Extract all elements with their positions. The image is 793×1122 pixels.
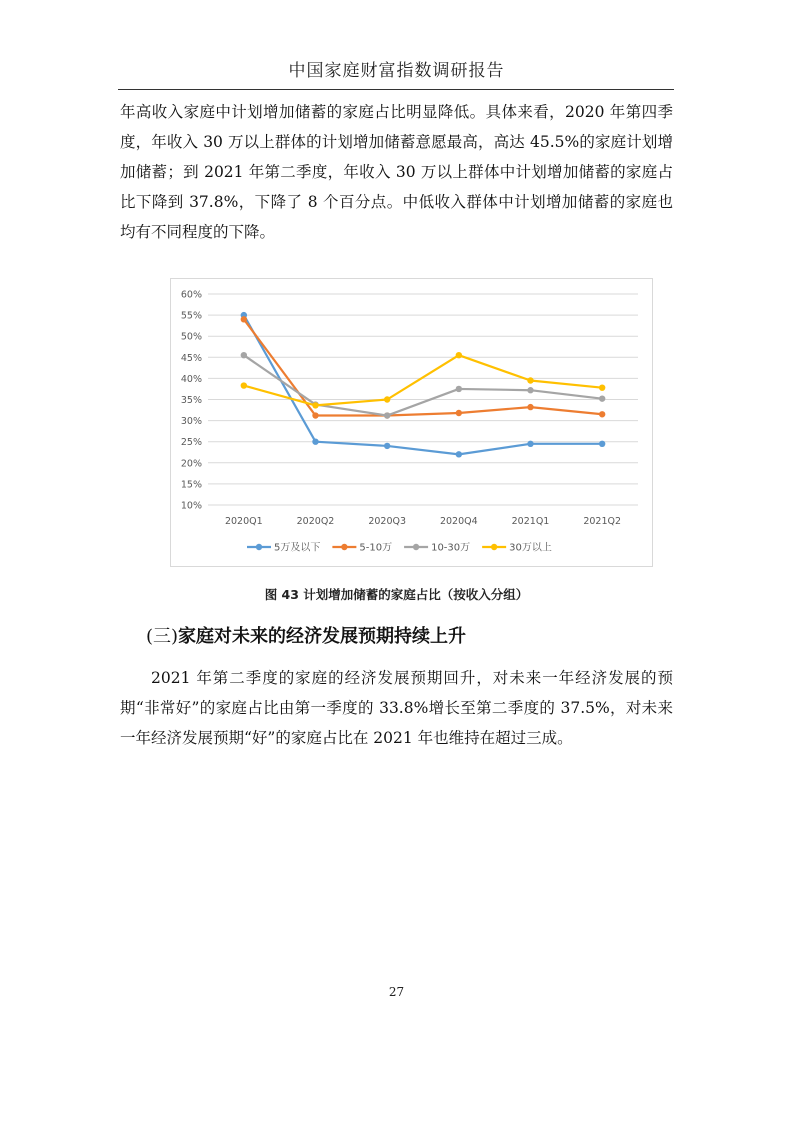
legend-label: 5-10万 (359, 542, 393, 554)
y-tick-label: 15% (180, 479, 202, 491)
series-lines (241, 312, 606, 458)
data-point (241, 316, 247, 322)
legend-entry (247, 542, 320, 554)
data-point (599, 384, 605, 390)
running-header: 中国家庭财富指数调研报告 (288, 61, 505, 81)
y-tick-label: 45% (180, 352, 202, 364)
gridlines (208, 294, 638, 505)
legend-swatch-marker (256, 544, 262, 550)
data-point (241, 352, 247, 358)
line-chart (170, 278, 653, 567)
x-tick-label: 2020Q2 (296, 516, 335, 527)
x-tick-label: 2021Q1 (511, 516, 550, 527)
series-line (244, 355, 602, 405)
legend-swatch-marker (413, 544, 419, 550)
data-point (384, 396, 390, 402)
data-point (527, 404, 533, 410)
x-tick-label: 2020Q4 (439, 516, 478, 527)
data-point (527, 387, 533, 393)
legend-swatch-marker (491, 544, 497, 550)
legend-entry (332, 542, 392, 554)
y-tick-label: 35% (180, 395, 202, 406)
data-point (527, 441, 533, 447)
section-number: (三) (146, 626, 179, 647)
y-axis-ticks (181, 290, 202, 512)
y-tick-label: 55% (180, 310, 202, 322)
data-point (384, 412, 390, 418)
x-tick-label: 2020Q3 (368, 516, 407, 527)
legend-swatch-marker (341, 544, 347, 550)
legend-label: 10-30万 (431, 542, 471, 554)
data-point (527, 377, 533, 383)
header-divider (118, 89, 674, 90)
data-point (456, 410, 462, 416)
legend-label: 5万及以下 (274, 542, 321, 554)
body-paragraph-1: 年高收入家庭中计划增加储蓄的家庭占比明显降低。具体来看，2020 年第四季度，年收入 30 万以上群体的计划增加储蓄意愿最高，高达 45.5%的家庭计划增加储蓄；到 2021 年第二季度，年收入 30 万以上群体中计划增加储蓄的家庭占比下降到 37.8%，下降了 8 个百分点。中低收入群体中计划增加储蓄的家庭也均有不同程度的下降。 (120, 103, 673, 241)
legend-entry (404, 542, 470, 554)
legend-label: 30万以上 (509, 542, 552, 554)
data-point (241, 382, 247, 388)
line-chart-svg (171, 279, 652, 566)
x-axis-ticks (225, 516, 621, 527)
legend-entry (482, 541, 552, 554)
y-tick-label: 50% (180, 331, 202, 343)
data-point (384, 443, 390, 449)
data-point (599, 441, 605, 447)
x-tick-label: 2020Q1 (224, 516, 263, 527)
section-title: 家庭对未来的经济发展预期持续上升 (178, 626, 467, 647)
x-tick-label: 2021Q2 (583, 516, 622, 527)
page-number: 27 (388, 985, 405, 999)
y-tick-label: 40% (180, 373, 202, 385)
y-tick-label: 10% (180, 500, 202, 512)
y-tick-label: 20% (180, 458, 202, 470)
data-point (312, 412, 318, 418)
data-point (456, 451, 462, 457)
y-tick-label: 25% (180, 437, 202, 449)
series-30万以上 (241, 352, 606, 409)
data-point (312, 402, 318, 408)
y-tick-label: 60% (180, 289, 202, 301)
data-point (456, 352, 462, 358)
legend (247, 541, 552, 554)
y-tick-label: 30% (180, 416, 202, 428)
section-heading (146, 622, 466, 648)
figure-caption: 图 43 计划增加储蓄的家庭占比（按收入分组） (264, 587, 529, 602)
data-point (599, 395, 605, 401)
data-point (312, 439, 318, 445)
series-line (244, 355, 602, 415)
data-point (599, 411, 605, 417)
series-5万及以下 (241, 312, 606, 458)
data-point (456, 386, 462, 392)
body-paragraph-2: 2021 年第二季度的家庭的经济发展预期回升，对未来一年经济发展的预期“非常好”的家庭占比由第一季度的 33.8%增长至第二季度的 37.5%，对未来一年经济发展预期“好”的家庭占比在 2021 年也维持在超过三成。 (120, 669, 673, 747)
